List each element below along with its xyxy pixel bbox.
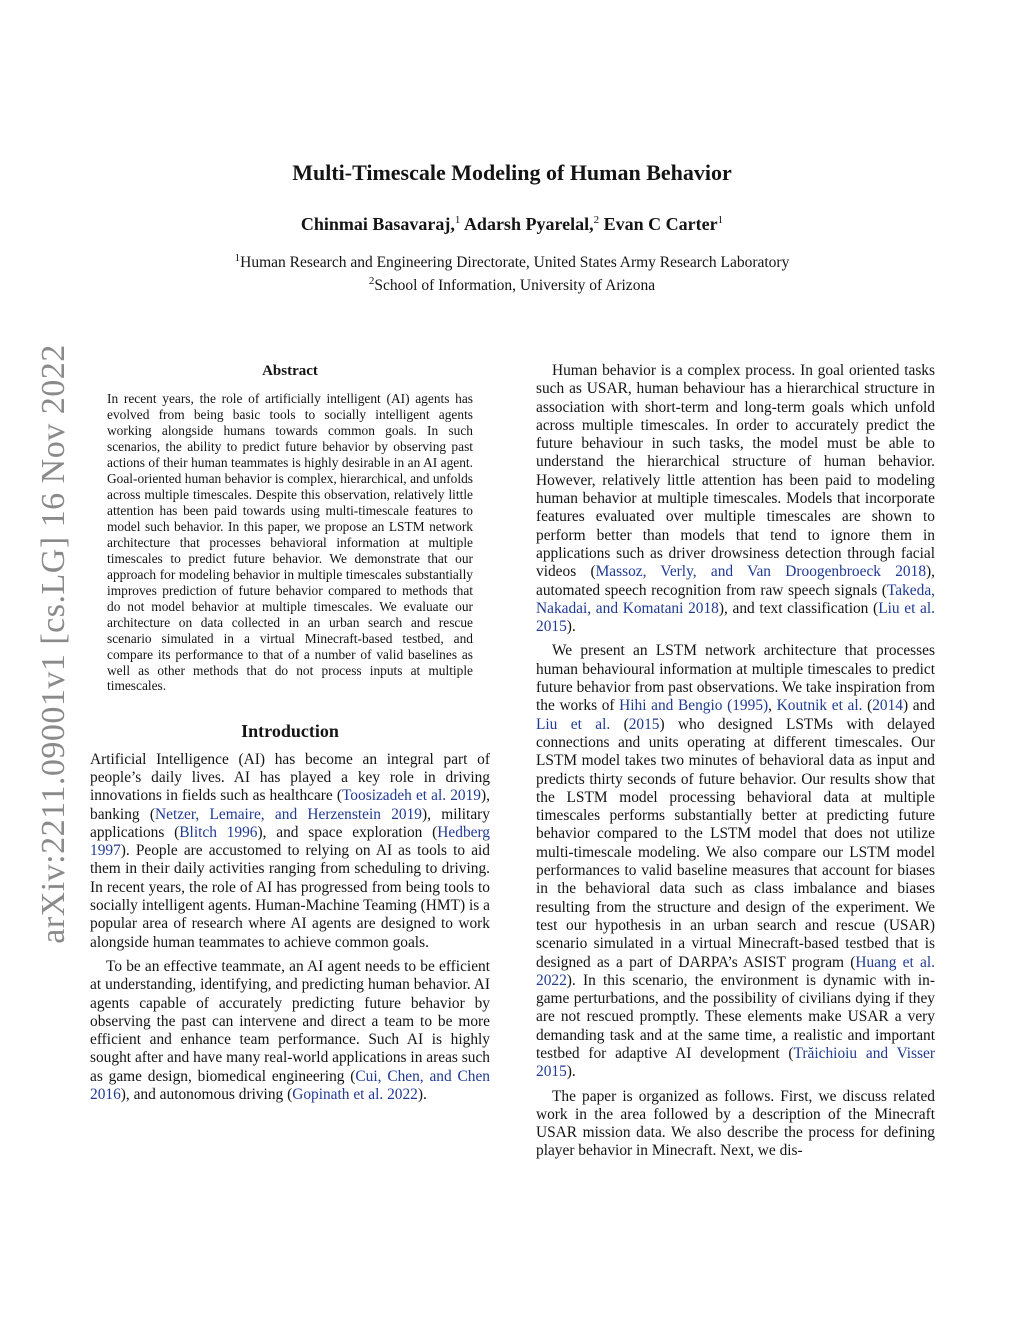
- affiliation-line: [0, 249, 1024, 272]
- citation-link[interactable]: Liu et al. 2015: [536, 599, 935, 636]
- citation-link[interactable]: Hedberg 1997: [90, 823, 491, 860]
- abstract-heading: Abstract: [262, 363, 318, 379]
- citation-link[interactable]: Blitch 1996: [179, 823, 258, 841]
- affiliation-mark: 2: [593, 214, 600, 226]
- intro-paragraph-2: To be an effective teammate, an AI agent needs to be efficient at understanding, identifying, and predicting human behavior. AI agents capable of accurately predicting future behavior by observing the past can intervene and direct a team to be more efficient and enhance team performance. Such AI is highly sought after and have many real-world applications in areas such as game design, biomedical engineering (Cui, Chen, and Chen 2016), and autonomous driving (Gopinath et al. 2022).: [90, 957, 490, 1104]
- author-list: [0, 214, 1024, 235]
- affiliation-mark: 1: [454, 214, 461, 226]
- author-name: Chinmai Basavaraj,: [300, 214, 455, 234]
- arxiv-identifier-stamp: arXiv:2211.09001v1 [cs.LG] 16 Nov 2022: [35, 344, 72, 944]
- citation-link[interactable]: Toosizadeh et al. 2019: [341, 787, 482, 805]
- citation-link[interactable]: Takeda, Nakadai, and Komatani 2018: [536, 581, 935, 617]
- citation-link[interactable]: Koutnik et al.: [776, 697, 863, 715]
- citation-link[interactable]: Cui, Chen, and Chen 2016: [90, 1067, 490, 1104]
- citation-link[interactable]: Liu et al.: [536, 715, 611, 733]
- citation-link[interactable]: Trăichioiu and Visser 2015: [536, 1044, 935, 1081]
- citation-link[interactable]: Massoz, Verly, and Van Droogenbroeck 2018: [595, 563, 927, 581]
- paper-title: Multi-Timescale Modeling of Human Behavior: [292, 160, 732, 185]
- introduction-heading: Introduction: [241, 721, 339, 742]
- affiliation-text: Human Research and Engineering Directorate, United States Army Research Laboratory: [240, 254, 790, 272]
- citation-link[interactable]: Huang et al. 2022: [536, 953, 935, 989]
- affiliation-mark: 1: [717, 214, 724, 226]
- affiliation-mark: 1: [234, 252, 241, 264]
- intro-paragraph-3: Human behavior is a complex process. In goal oriented tasks such as USAR, human behaviour has a hierarchical structure in association with short-term and long-term goals which unfold across multiple timescales. In order to accurately predict the future behaviour in such tasks, the model must be able to understand the hierarchical structure of human behavior. However, relatively little attention has been paid to modeling human behavior at multiple timescales. Models that incorporate features evaluated over multiple timescales are shown to perform better than models that tend to ignore them in applications such as driver drowsiness detection through facial videos (Massoz, Verly, and Van Droogenbroeck 2018), automated speech recognition from raw speech signals (Takeda, Nakadai, and Komatani 2018), and text classification (Liu et al. 2015).: [536, 362, 936, 636]
- author-name: Adarsh Pyarelal,: [463, 214, 594, 234]
- abstract-text: In recent years, the role of artificially intelligent (AI) agents has evolved from being basic tools to socially intelligent agents working alongside humans towards common goals. In such scenarios, the ability to predict future behavior by observing past actions of their human teammates is highly desirable in an AI agent. Goal-oriented human behavior is complex, hierarchical, and unfolds across multiple timescales. Despite this observation, relatively little attention has been paid towards using multi-timescale features to model such behavior. In this paper, we propose an LSTM network architecture that processes behavioral information at multiple timescales to predict future behavior. We demonstrate that our approach for modeling behavior in multiple timescales substantially improves prediction of future behavior compared to methods that do not model behavior at multiple timescales. We evaluate our architecture on data collected in an urban search and rescue scenario simulated in a virtual Minecraft-based testbed, and compare its performance to that of a number of valid baselines as well as other methods that do not process inputs at multiple timescales.: [107, 391, 473, 694]
- citation-link[interactable]: 2014: [872, 697, 903, 715]
- affiliation-text: School of Information, University of Arizona: [374, 277, 656, 295]
- left-column: [90, 362, 490, 1104]
- affiliations: [0, 249, 1024, 295]
- citation-link[interactable]: Hihi and Bengio (1995): [619, 697, 769, 715]
- intro-paragraph-4: We present an LSTM network architecture that processes human behavioural information at multiple timescales to predict future behavior from past observations. We take inspiration from the works of Hihi and Bengio (1995), Koutnik et al. (2014) and Liu et al. (2015) who designed LSTMs with delayed connections and units operating at different timescales. Our LSTM model takes two minutes of behavioral data as input and predicts thirty seconds of future behavior. Our results show that the LSTM model processing behavioral data at multiple timescales performs substantially better at predicting future behavior compared to the LSTM model that does not utilize multi-timescale modeling. We also compare our LSTM model performances to valid baseline measures that account for biases in the behavioral data such as class imbalance and biases resulting from the structure and design of the experiment. We test our hypothesis in an urban search and rescue (USAR) scenario simulated in a virtual Minecraft-based testbed that is designed as a part of DARPA’s ASIST program (Huang et al. 2022). In this scenario, the environment is dynamic with in-game perturbations, and the possibility of civilians dying if they are not rescued promptly. These elements make USAR a very demanding task and at the same time, a realistic and important testbed for adaptive AI development (Trăichioiu and Visser 2015).: [536, 642, 935, 1081]
- intro-paragraph-1: Artificial Intelligence (AI) has become an integral part of people’s daily lives. AI has played a key role in driving innovations in fields such as healthcare (Toosizadeh et al. 2019), banking (Netzer, Lemaire, and Herzenstein 2019), military applications (Blitch 1996), and space exploration (Hedberg 1997). People are accustomed to relying on AI as tools to aid them in their daily activities ranging from scheduling to driving. In recent years, the role of AI has progressed from being tools to socially intelligent agents. Human-Machine Teaming (HMT) is a popular area of research where AI agents are designed to work alongside human teammates to achieve common goals.: [90, 750, 491, 951]
- affiliation-mark: 2: [368, 275, 375, 288]
- abstract-section: [90, 362, 490, 694]
- citation-link[interactable]: Netzer, Lemaire, and Herzenstein 2019: [155, 805, 422, 823]
- affiliation-line: [0, 272, 1024, 295]
- intro-paragraph-5: The paper is organized as follows. First, we discuss related work in the area followed by a description of the Minecraft USAR mission data. We also describe the process for defining player behavior in Minecraft. Next, we dis-: [536, 1087, 935, 1160]
- author-name: Evan C Carter: [603, 214, 718, 234]
- right-column: [536, 362, 935, 1161]
- citation-link[interactable]: Gopinath et al. 2022: [292, 1086, 418, 1104]
- citation-link[interactable]: 2015: [628, 715, 660, 733]
